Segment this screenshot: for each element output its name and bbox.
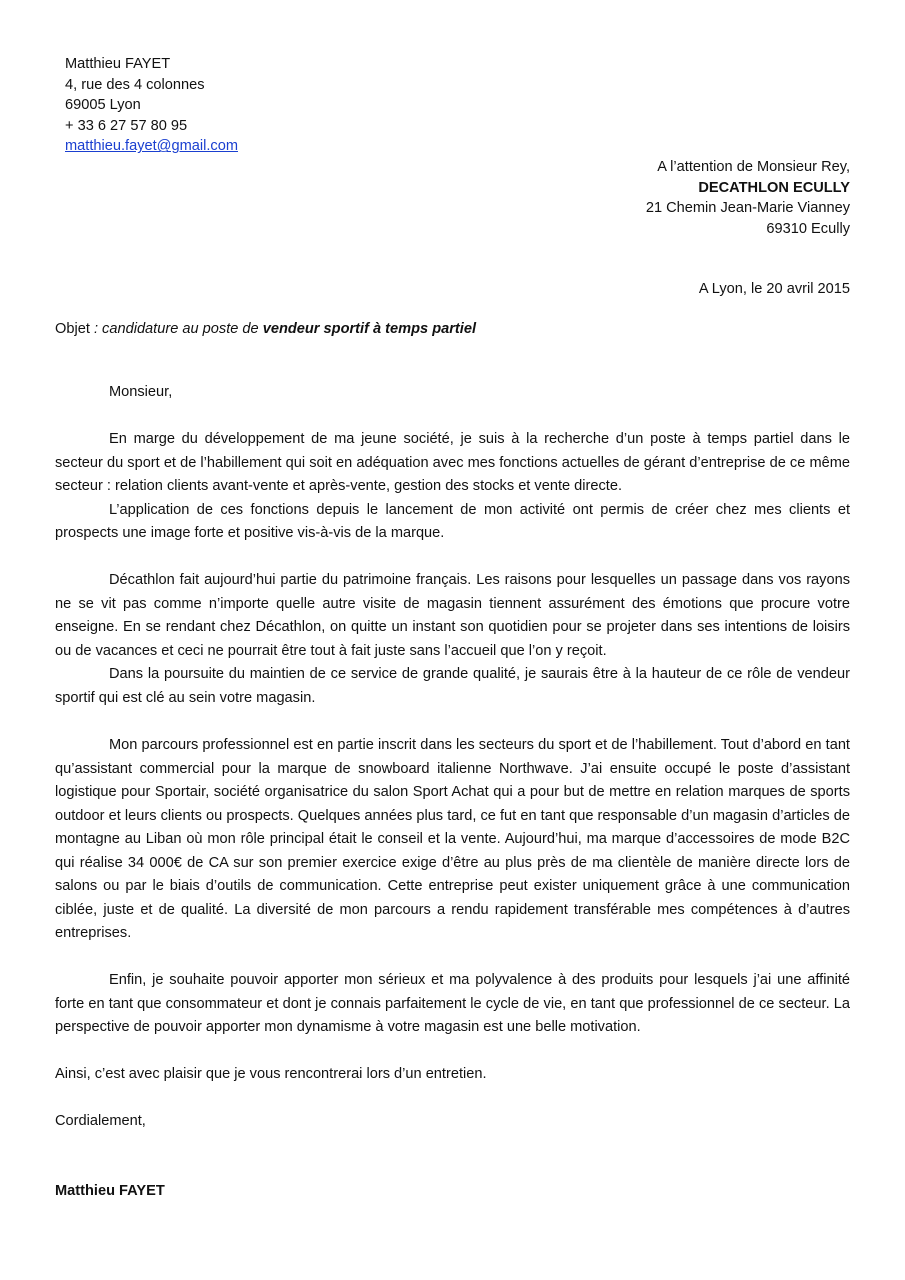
recipient-street: 21 Chemin Jean-Marie Vianney xyxy=(645,200,850,217)
sender-name: Matthieu FAYET xyxy=(65,56,171,72)
sender-phone: + 33 6 27 57 80 95 xyxy=(65,117,188,134)
paragraph: En marge du développement de ma jeune société, je suis à la recherche d’un poste à temps partiel dans le secteur du sport et de l’habillement qui soit en adéquation avec mes fonctions actuelles de gérant d’entreprise de ce même secteur : relation clients avant-vente et après-vente, gestion des stocks et vente directe. xyxy=(55,431,850,494)
letter-section-1 xyxy=(55,428,850,546)
recipient-company: DECATHLON ECULLY xyxy=(698,179,850,196)
sender-block xyxy=(65,54,238,157)
letter-section-4 xyxy=(55,969,850,1040)
sender-city: 69005 Lyon xyxy=(65,97,141,114)
paragraph: Mon parcours professionnel est en partie inscrit dans les secteurs du sport et de l’habillement. Tout d’abord en tant qu’assistant commercial pour la marque de snowboard italienne Northwave. J’ai ensuite occupé le poste d’assistant logistique pour Sportair, société organisatrice du salon Sport Achat qui a pour but de mettre en relation marques de sports outdoor et leurs clients ou prospects. Quelques années plus tard, ce fut en tant que responsable d’un magasin d’articles de montagne au Liban où mon rôle principal était le conseil et la vente. Aujourd’hui, ma marque d’accessoires de mode B2C qui réalise 34 000€ de CA sur son premier exercice exige d’être au plus près de ma clientèle de manière directe lors de salons ou par le biais d’outils de communication. Cette entreprise peut exister uniquement grâce à une communication ciblée, juste et de qualité. La diversité de mon parcours a rendu rapidement transférable mes compétences à d’autres entreprises. xyxy=(55,737,850,941)
letter-section-3 xyxy=(55,734,850,946)
sign-off: Cordialement, xyxy=(55,1113,146,1129)
signature: Matthieu FAYET xyxy=(55,1183,165,1199)
recipient-attention: A l’attention de Monsieur Rey, xyxy=(657,159,850,175)
letter-section-2 xyxy=(55,569,850,710)
object-line xyxy=(55,321,476,337)
object-label: Objet xyxy=(55,321,90,337)
salutation: Monsieur, xyxy=(109,384,173,400)
paragraph: Enfin, je souhaite pouvoir apporter mon sérieux et ma polyvalence à des produits pour lesquels j’ai une affinité forte en tant que consommateur et dont je connais parfaitement le cycle de vie, en tant que professionnel de ce secteur. La perspective de pouvoir apporter mon dynamisme à votre magasin est une belle motivation. xyxy=(55,972,850,1035)
date-line: A Lyon, le 20 avril 2015 xyxy=(698,281,850,297)
recipient-city: 69310 Ecully xyxy=(766,220,850,237)
recipient-block xyxy=(646,157,850,239)
sender-street: 4, rue des 4 colonnes xyxy=(65,76,205,93)
paragraph: L’application de ces fonctions depuis le lancement de mon activité ont permis de créer chez mes clients et prospects une image forte et positive vis-à-vis de la marque. xyxy=(55,501,850,541)
object-italic: : candidature au poste de xyxy=(89,321,263,337)
object-title: vendeur sportif à temps partiel xyxy=(262,321,477,337)
closing-sentence: Ainsi, c’est avec plaisir que je vous rencontrerai lors d’un entretien. xyxy=(55,1066,487,1082)
paragraph: Dans la poursuite du maintien de ce service de grande qualité, je saurais être à la hauteur de ce rôle de vendeur sportif qui est clé au sein votre magasin. xyxy=(55,666,850,706)
sender-email-link[interactable]: matthieu.fayet@gmail.com xyxy=(65,138,238,155)
paragraph: Décathlon fait aujourd’hui partie du patrimoine français. Les raisons pour lesquelles un passage dans vos rayons ne se vit pas comme n’importe quelle autre visite de magasin tiennent assurément des émotions que procure votre enseigne. En se rendant chez Décathlon, on quitte un instant son quotidien pour se projeter dans ses intentions de loisirs ou de vacances et ceci ne pourrait être tout à fait juste sans l’accueil que l’on y reçoit. xyxy=(55,572,850,659)
